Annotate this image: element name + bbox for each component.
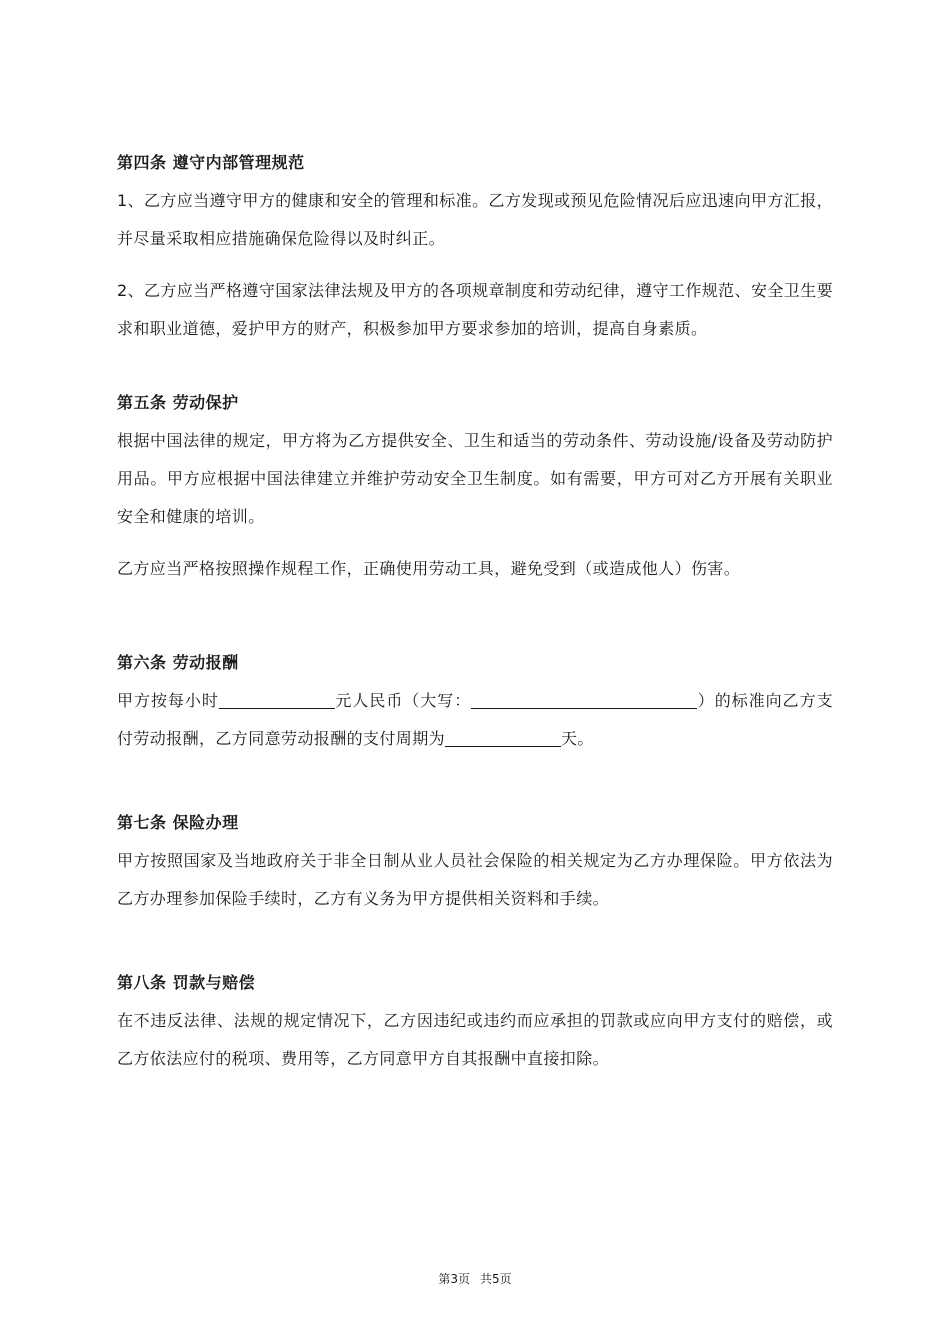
article-6 <box>117 648 833 758</box>
page-footer <box>0 1270 950 1287</box>
page-number: 第3页 <box>438 1272 470 1286</box>
article-heading: 第四条 遵守内部管理规范 <box>117 153 305 172</box>
pay-text-part: ）的标准向乙方支付劳动报酬，乙方同意劳动报酬的支付周期为 <box>117 691 834 748</box>
pay-paragraph <box>117 682 833 758</box>
amount-in-words-blank <box>471 690 697 709</box>
article-7 <box>117 808 833 918</box>
article-heading: 第七条 保险办理 <box>117 813 239 832</box>
pay-text-part: 天。 <box>561 729 594 748</box>
page-total: 共5页 <box>480 1272 512 1286</box>
article-heading: 第六条 劳动报酬 <box>117 653 239 672</box>
hourly-rate-blank <box>219 690 335 709</box>
article-4 <box>117 148 833 348</box>
article-8 <box>117 968 833 1078</box>
article-heading: 第五条 劳动保护 <box>117 393 239 412</box>
article-paragraph: 甲方按照国家及当地政府关于非全日制从业人员社会保险的相关规定为乙方办理保险。甲方依法为乙方办理参加保险手续时，乙方有义务为甲方提供相关资料和手续。 <box>117 851 833 908</box>
article-5 <box>117 388 833 588</box>
article-paragraph: 1、乙方应当遵守甲方的健康和安全的管理和标准。乙方发现或预见危险情况后应迅速向甲方汇报，并尽量采取相应措施确保危险得以及时纠正。 <box>117 191 833 248</box>
pay-text-part: 元人民币（大写： <box>334 691 472 710</box>
article-paragraph: 根据中国法律的规定，甲方将为乙方提供安全、卫生和适当的劳动条件、劳动设施/设备及劳动防护用品。甲方应根据中国法律建立并维护劳动安全卫生制度。如有需要，甲方可对乙方开展有关职业安全和健康的培训。 <box>117 431 833 526</box>
pay-text-part: 甲方按每小时 <box>117 691 219 710</box>
document-body <box>117 148 833 1078</box>
article-paragraph: 乙方应当严格按照操作规程工作，正确使用劳动工具，避免受到（或造成他人）伤害。 <box>117 559 741 578</box>
pay-cycle-blank <box>445 728 561 747</box>
article-heading: 第八条 罚款与赔偿 <box>117 973 256 992</box>
article-paragraph: 在不违反法律、法规的规定情况下，乙方因违纪或违约而应承担的罚款或应向甲方支付的赔偿，或乙方依法应付的税项、费用等，乙方同意甲方自其报酬中直接扣除。 <box>117 1011 833 1068</box>
article-paragraph: 2、乙方应当严格遵守国家法律法规及甲方的各项规章制度和劳动纪律，遵守工作规范、安全卫生要求和职业道德，爱护甲方的财产，积极参加甲方要求参加的培训，提高自身素质。 <box>117 281 833 338</box>
